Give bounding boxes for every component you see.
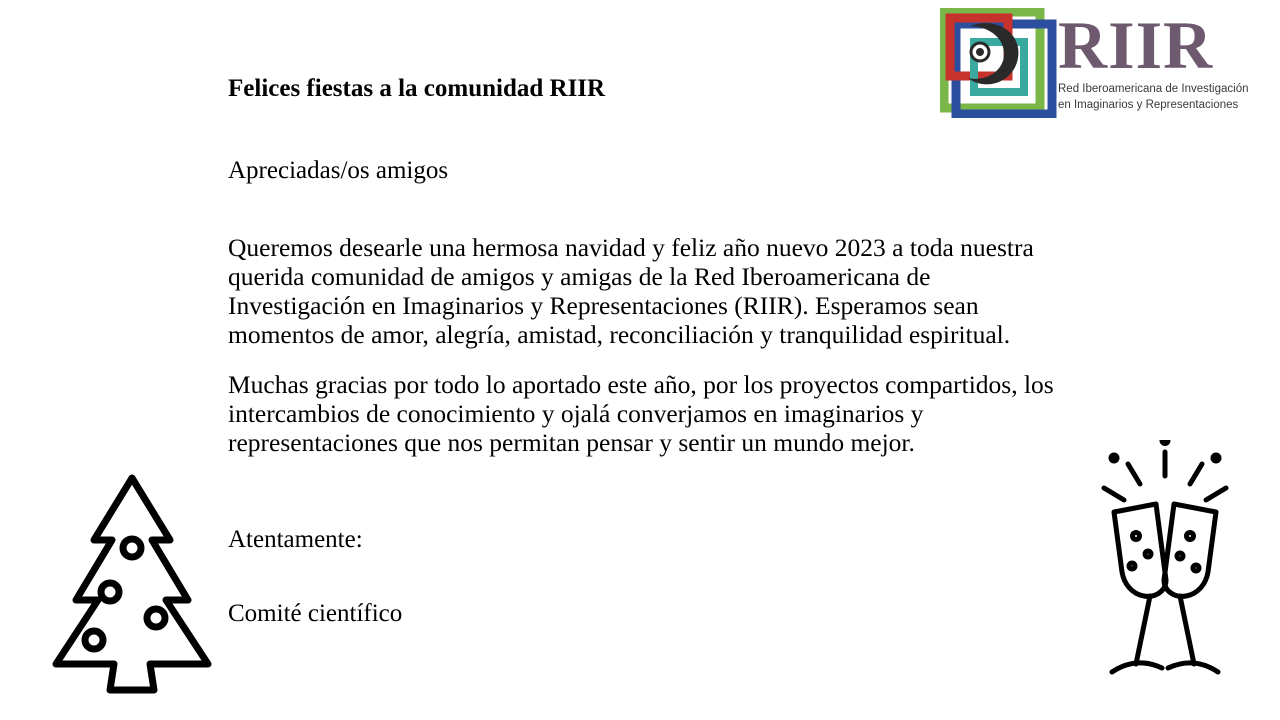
page-title: Felices fiestas a la comunidad RIIR bbox=[228, 75, 606, 102]
card-text-content bbox=[228, 74, 1058, 629]
riir-wordmark: RIIR bbox=[1058, 7, 1214, 83]
greeting-line: Apreciadas/os amigos bbox=[228, 157, 449, 184]
signature-line: Comité científico bbox=[228, 600, 403, 627]
body-paragraph-1: Queremos desearle una hermosa navidad y feliz año nuevo 2023 a toda nuestra querida comunidad de amigos y amigas de la Red Iberoamericana de Investigación en Imaginarios y Representaciones (RIIR). Esperamos sean momentos de amor, alegría, amistad, reconciliación y tranquilidad espiritual. bbox=[228, 233, 1034, 349]
body-paragraph-2: Muchas gracias por todo lo aportado este año, por los proyectos compartidos, los intercambios de conocimiento y ojalá converjamos en imaginarios y representaciones que nos permitan pensar y sentir un mundo mejor. bbox=[228, 370, 1054, 457]
christmas-tree-icon bbox=[42, 468, 222, 698]
riir-tagline-line-1: Red Iberoamericana de Investigación bbox=[1058, 83, 1249, 95]
riir-wordmark-block bbox=[1058, 7, 1270, 112]
riir-tagline-line-2: en Imaginarios y Representaciones bbox=[1058, 99, 1239, 111]
signoff-line: Atentamente: bbox=[228, 526, 363, 553]
champagne-toast-icon bbox=[1070, 440, 1260, 700]
